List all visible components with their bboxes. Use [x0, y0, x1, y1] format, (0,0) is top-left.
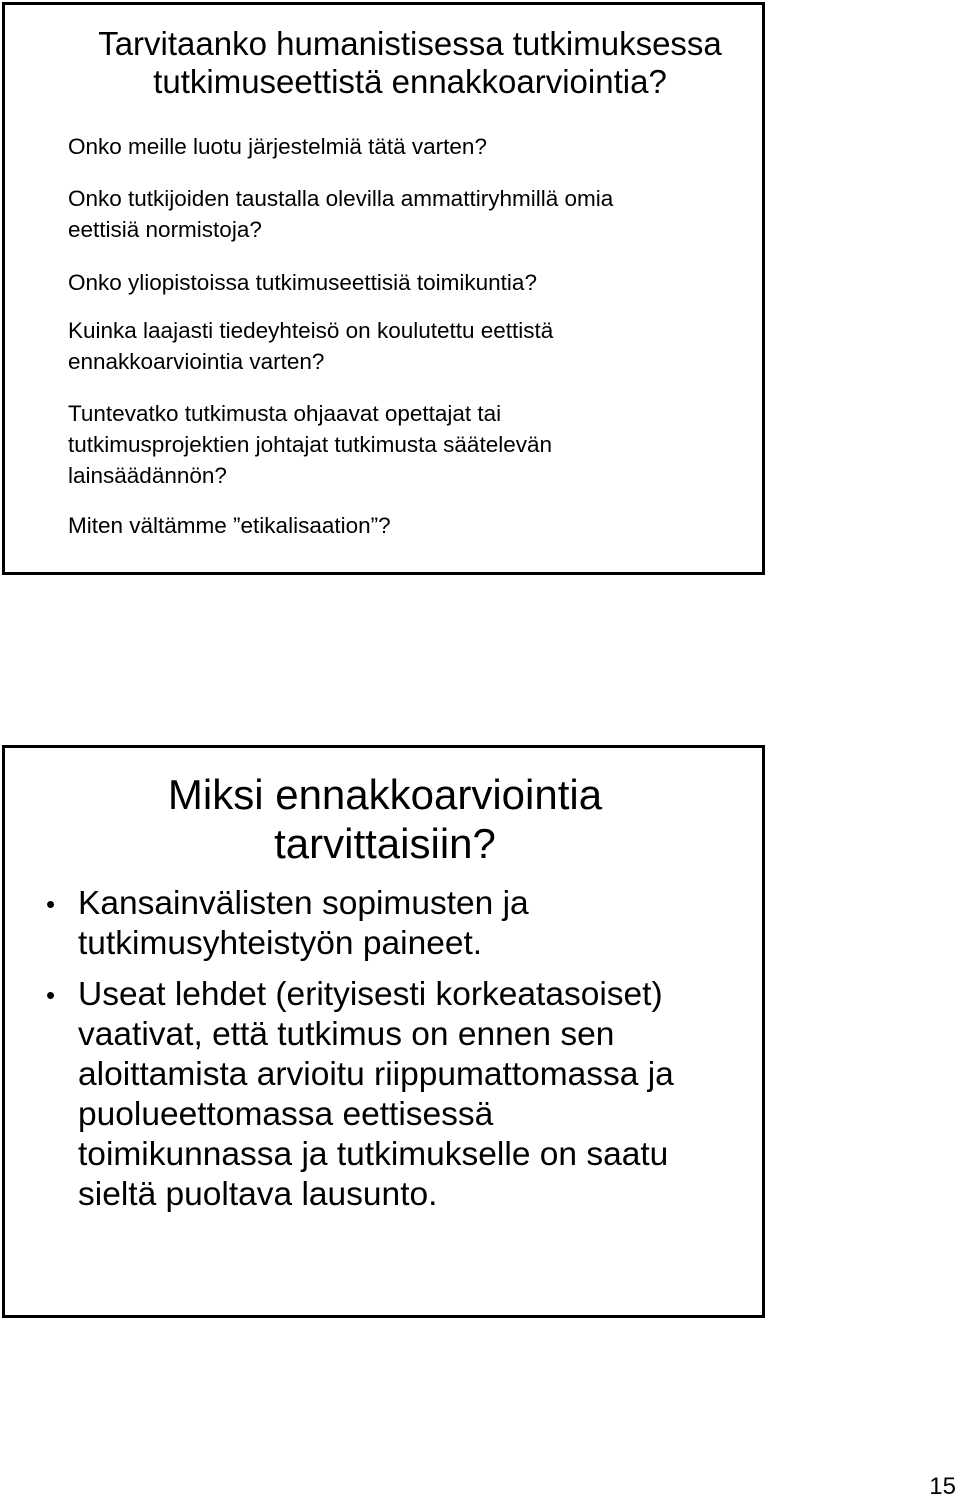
bullet-line: Kansainvälisten sopimusten ja	[78, 885, 529, 922]
bullet-item	[45, 975, 745, 1215]
page-number: 15	[929, 1473, 956, 1500]
question-line: lainsäädännön?	[68, 463, 227, 488]
slide-1-title-line: tutkimuseettistä ennakkoarviointia?	[153, 63, 667, 100]
bullet-line: sieltä puoltava lausunto.	[78, 1176, 438, 1213]
bullet-icon: •	[46, 889, 56, 919]
bullet-line: vaativat, että tutkimus on ennen sen	[78, 1016, 615, 1053]
question-line: Tuntevatko tutkimusta ohjaavat opettajat tai	[68, 401, 502, 426]
slide-1-question	[68, 131, 487, 162]
slide-1-question	[68, 267, 537, 298]
slide-1-question	[68, 183, 613, 245]
bullet-line: tutkimusyhteistyön paineet.	[78, 925, 483, 962]
bullet-line: puolueettomassa eettisessä	[78, 1096, 494, 1133]
slide-1-title-line: Tarvitaanko humanistisessa tutkimuksessa	[98, 25, 722, 62]
question-line: tutkimusprojektien johtajat tutkimusta säätelevän	[68, 432, 553, 457]
bullet-item	[45, 884, 745, 964]
slide-2-title-line: tarvittaisiin?	[274, 820, 496, 867]
bullet-line: Useat lehdet (erityisesti korkeatasoiset)	[78, 976, 663, 1013]
question-line: Kuinka laajasti tiedeyhteisö on koulutettu eettistä	[68, 318, 554, 343]
bullet-line: aloittamista arvioitu riippumattomassa ja	[78, 1056, 674, 1093]
question-line: Miten vältämme ”etikalisaation”?	[68, 513, 391, 538]
slide-1-question	[68, 510, 391, 541]
slide-2	[2, 745, 765, 1318]
slide-2-bullet-list	[45, 884, 745, 1226]
slide-2-title-line: Miksi ennakkoarviointia	[167, 771, 603, 818]
slide-1-question	[68, 315, 553, 377]
slide-1-title	[65, 25, 755, 101]
question-line: ennakkoarviointia varten?	[68, 349, 325, 374]
bullet-line: toimikunnassa ja tutkimukselle on saatu	[78, 1136, 669, 1173]
question-line: Onko tutkijoiden taustalla olevilla ammattiryhmillä omia	[68, 186, 614, 211]
slide-2-title	[65, 770, 705, 868]
question-line: eettisiä normistoja?	[68, 217, 262, 242]
slide-1	[2, 2, 765, 575]
bullet-icon: •	[46, 980, 56, 1010]
question-line: Onko yliopistoissa tutkimuseettisiä toimikuntia?	[68, 270, 537, 295]
slide-1-question	[68, 398, 552, 491]
question-line: Onko meille luotu järjestelmiä tätä varten?	[68, 134, 487, 159]
